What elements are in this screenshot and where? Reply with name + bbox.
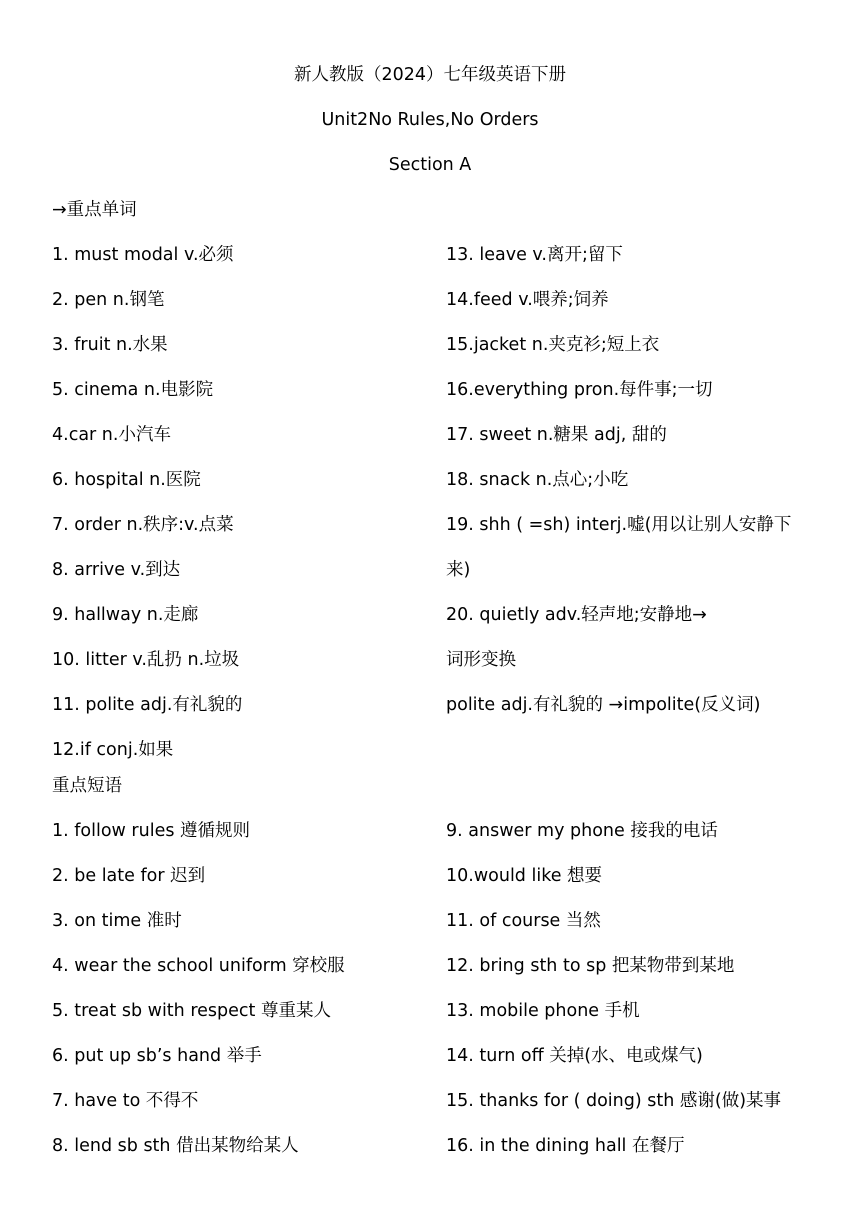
phrase-item: 2. be late for 迟到	[52, 866, 206, 886]
phrases-heading: 重点短语	[52, 776, 122, 796]
phrase-item: 11. of course 当然	[446, 911, 601, 931]
phrase-item: 15. thanks for ( doing) sth 感谢(做)某事	[446, 1091, 782, 1111]
document-title: 新人教版（2024）七年级英语下册	[293, 65, 567, 85]
vocab-item: 7. order n.秩序:v.点菜	[52, 515, 234, 535]
vocab-item: 18. snack n.点心;小吃	[446, 470, 629, 490]
phrase-item: 13. mobile phone 手机	[446, 1001, 640, 1021]
word-forms-heading: 词形变换	[446, 650, 516, 670]
vocab-item: 17. sweet n.糖果 adj, 甜的	[446, 425, 667, 445]
vocab-item: 12.if conj.如果	[52, 740, 174, 760]
phrase-item: 4. wear the school uniform 穿校服	[52, 956, 345, 976]
phrase-item: 8. lend sb sth 借出某物给某人	[52, 1136, 299, 1156]
unit-title: Unit2No Rules,No Orders	[321, 110, 539, 130]
phrase-item: 16. in the dining hall 在餐厅	[446, 1136, 685, 1156]
phrase-item: 1. follow rules 遵循规则	[52, 821, 251, 841]
phrase-item: 7. have to 不得不	[52, 1091, 199, 1111]
phrase-item: 14. turn off 关掉(水、电或煤气)	[446, 1046, 703, 1066]
vocab-item: 4.car n.小汽车	[52, 425, 171, 445]
vocab-item: 9. hallway n.走廊	[52, 605, 199, 625]
vocab-item: 11. polite adj.有礼貌的	[52, 695, 243, 715]
vocab-item: 19. shh ( =sh) interj.嘘(用以让别人安静下	[446, 515, 792, 535]
vocab-item: 15.jacket n.夹克衫;短上衣	[446, 335, 660, 355]
vocab-item: 13. leave v.离开;留下	[446, 245, 623, 265]
vocab-item: 2. pen n.钢笔	[52, 290, 165, 310]
phrase-item: 5. treat sb with respect 尊重某人	[52, 1001, 331, 1021]
phrase-item: 3. on time 准时	[52, 911, 182, 931]
vocab-item: 14.feed v.喂养;饲养	[446, 290, 609, 310]
phrase-item: 9. answer my phone 接我的电话	[446, 821, 718, 841]
vocab-item-continuation: 来)	[446, 560, 471, 580]
vocab-item: 10. litter v.乱扔 n.垃圾	[52, 650, 240, 670]
phrase-item: 10.would like 想要	[446, 866, 603, 886]
vocab-item: 5. cinema n.电影院	[52, 380, 214, 400]
vocab-item: 6. hospital n.医院	[52, 470, 201, 490]
phrase-item: 6. put up sb’s hand 举手	[52, 1046, 262, 1066]
vocab-item: 20. quietly adv.轻声地;安静地→	[446, 605, 707, 625]
vocab-item: 8. arrive v.到达	[52, 560, 181, 580]
vocab-item: 3. fruit n.水果	[52, 335, 168, 355]
vocab-item: 16.everything pron.每件事;一切	[446, 380, 713, 400]
word-form-item: polite adj.有礼貌的 →impolite(反义词)	[446, 695, 761, 715]
phrase-item: 12. bring sth to sp 把某物带到某地	[446, 956, 735, 976]
vocab-heading: →重点单词	[52, 200, 137, 220]
vocab-item: 1. must modal v.必须	[52, 245, 234, 265]
section-title: Section A	[388, 155, 472, 175]
